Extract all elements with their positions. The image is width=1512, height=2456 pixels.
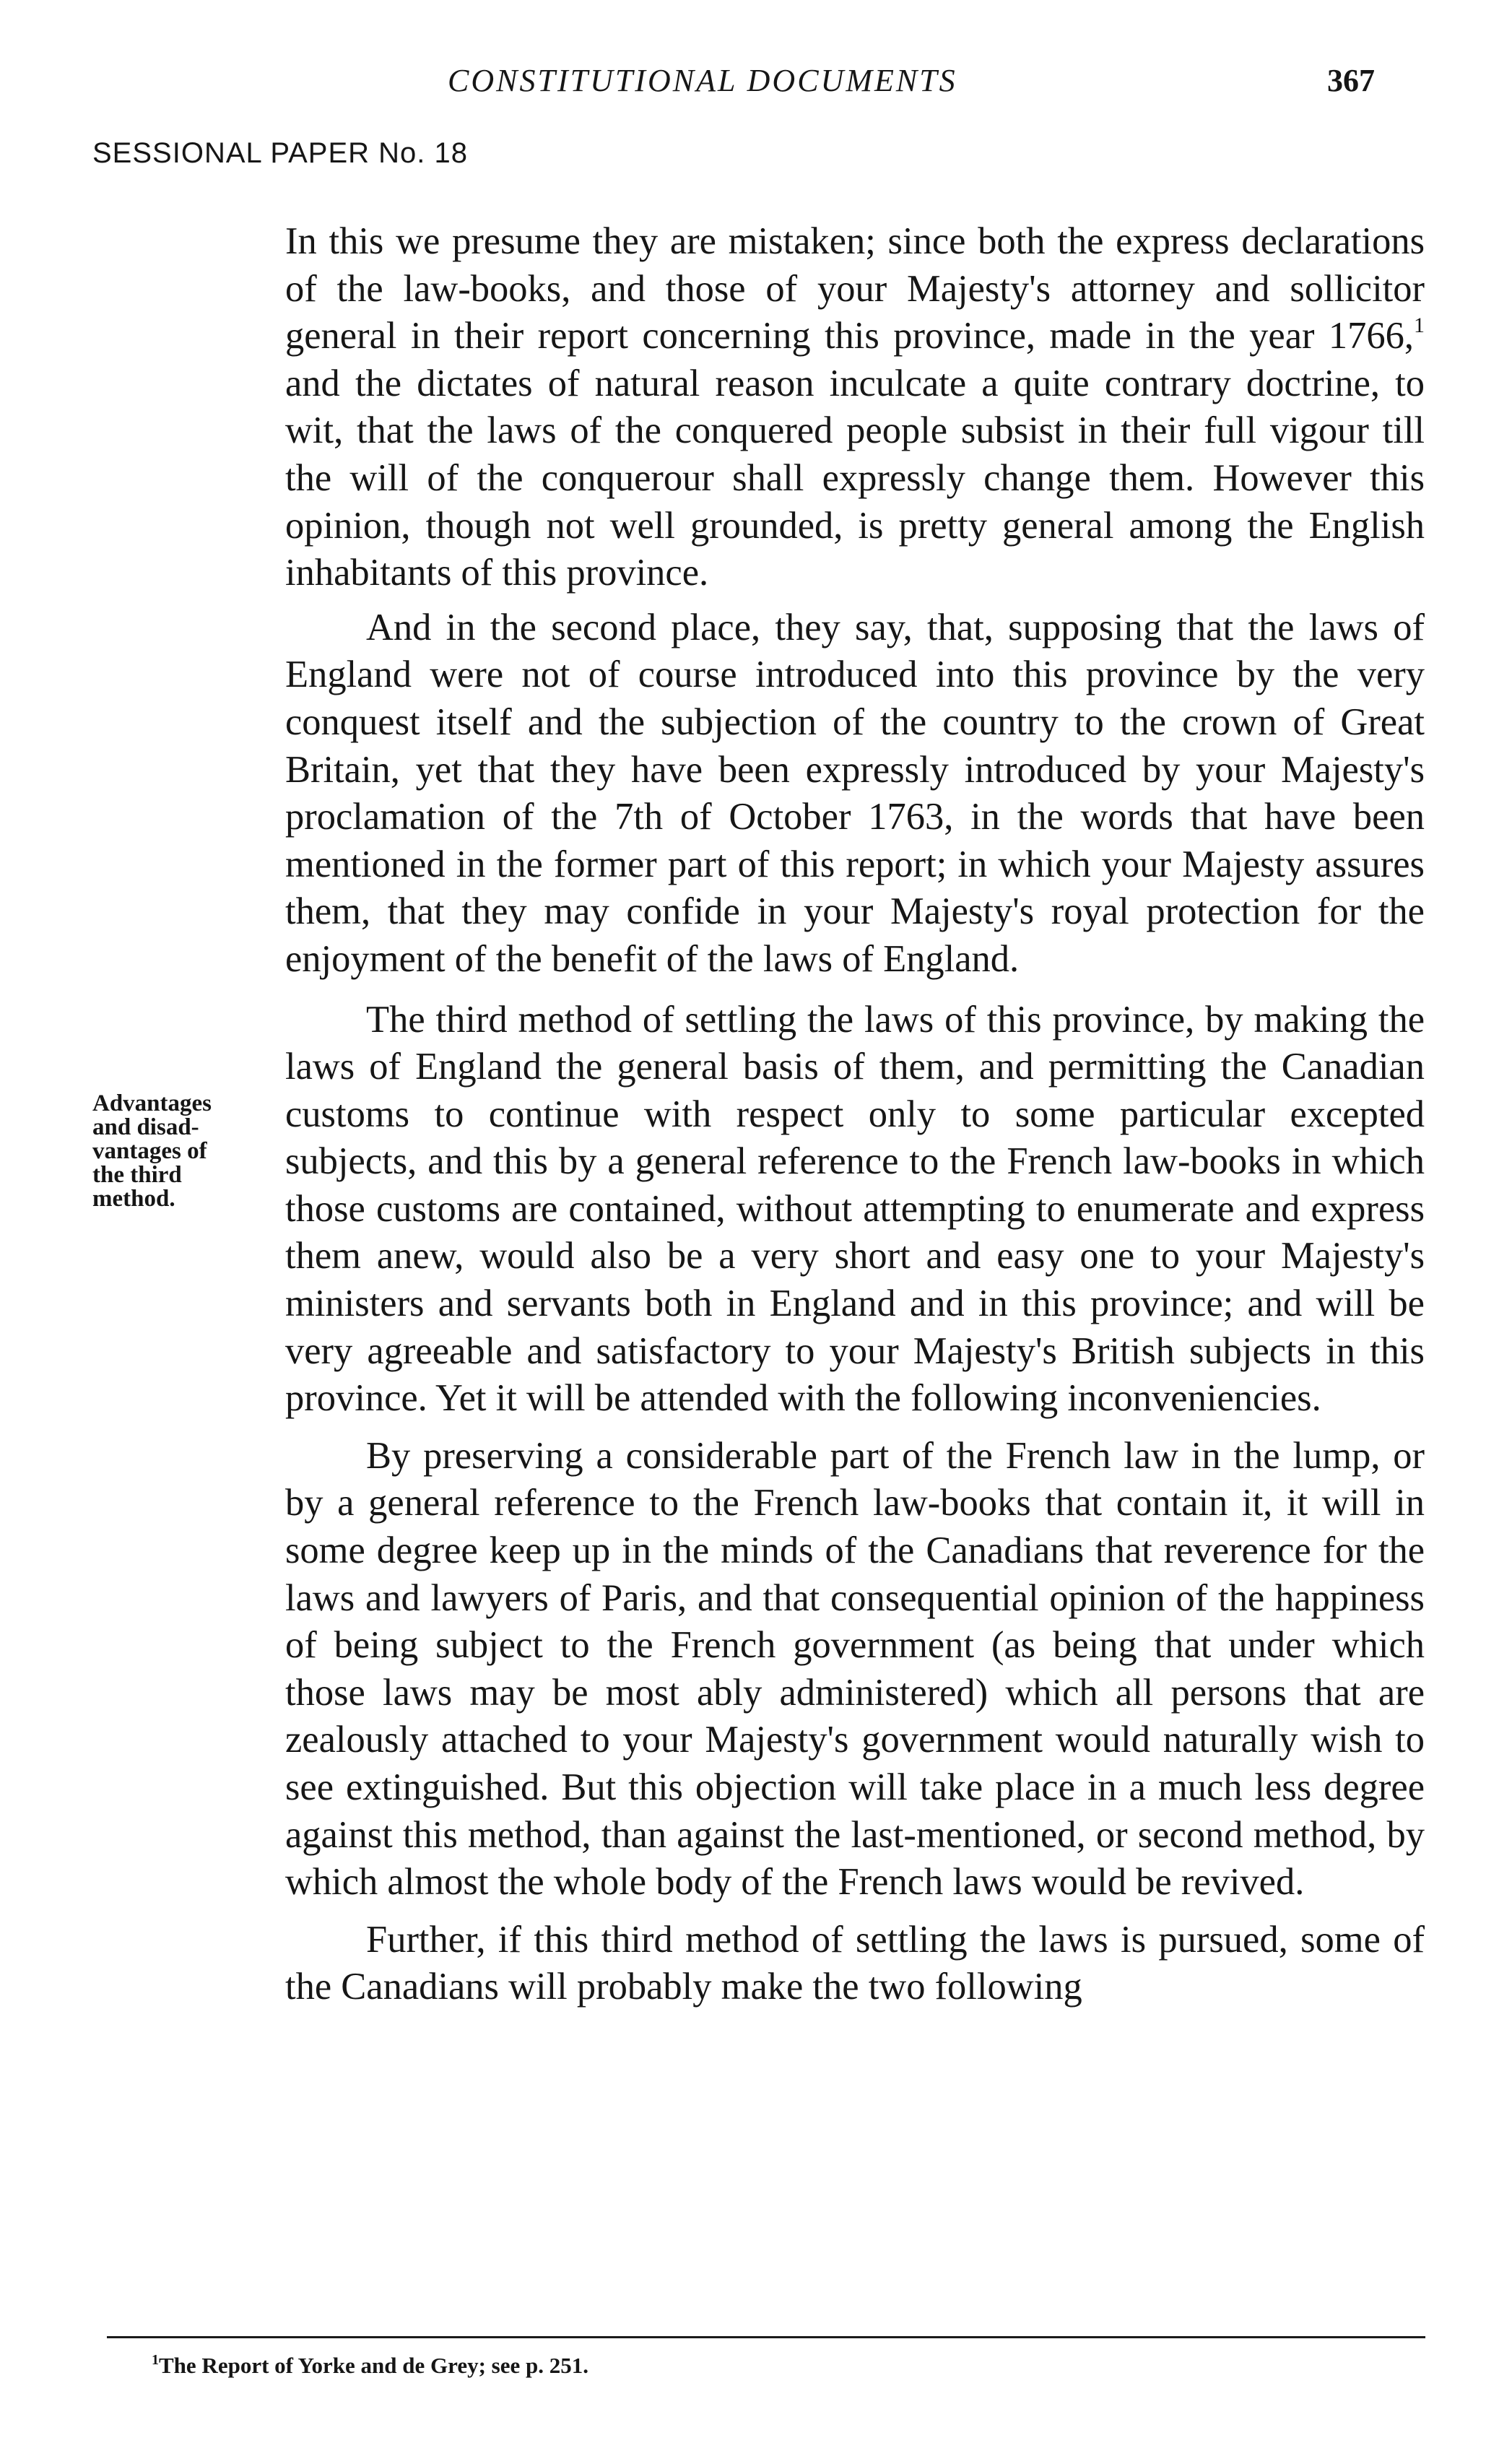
margin-note: [92, 1092, 273, 1211]
running-title: CONSTITUTIONAL DOCUMENTS: [448, 63, 957, 98]
sessional-paper-label: SESSIONAL PAPER No. 18: [92, 137, 468, 169]
margin-note-line: the third: [92, 1162, 182, 1188]
margin-note-line: Advantages: [92, 1090, 212, 1116]
margin-note-line: method.: [92, 1186, 175, 1212]
paragraph-1-text-cont: and the dictates of natural reason inculcate a quite contrary doctrine, to wit, that the laws of the conquered people subsist in their full vigour till the will of the conquerour shall expressly change them. However this opinion, though not well grounded, is pretty general among the English inhabitants of this province.: [285, 362, 1425, 594]
paragraph-1-text: In this we presume they are mistaken; since both the express declarations of the law-books, and those of your Majesty's attorney and sollicitor general in their report concerning this province, made in the year 1766,: [285, 220, 1425, 357]
footnote-reference: 1: [1414, 313, 1425, 338]
margin-note-line: and disad-: [92, 1114, 199, 1140]
footnote-text: The Report of Yorke and de Grey; see p. 251.: [159, 2353, 588, 2378]
paragraph-3: The third method of settling the laws of this province, by making the laws of England the general basis of them, and permitting the Canadian customs to continue with respect only to some particular excepted subjects, and this by a general reference to the French law-books in which those customs are contained, without attempting to enumerate and express them anew, would also be a very short and easy one to your Majesty's ministers and servants both in England and in this province; and will be very agreeable and satisfactory to your Majesty's British subjects in this province. Yet it will be attended with the following inconveniencies.: [285, 998, 1425, 1420]
paragraph-4: By preserving a considerable part of the French law in the lump, or by a general reference to the French law-books that contain it, it will in some degree keep up in the minds of the Canadians that reverence for the laws and lawyers of Paris, and that consequential opinion of the happiness of being subject to the French government (as being that under which those laws may be most ably administered) which all persons that are zealously attached to your Majesty's government would naturally wish to see extinguished. But this objection will take place in a much less degree against this method, than against the last-mentioned, or second method, by which almost the whole body of the French laws would be revived.: [285, 1434, 1425, 1904]
paragraph-1: [285, 218, 1425, 597]
body-text: [285, 218, 1425, 2011]
footnote-marker: 1: [152, 2352, 159, 2368]
footnote: [152, 2353, 588, 2379]
footnote-divider: [107, 2336, 1425, 2338]
page-number: 367: [1327, 63, 1375, 98]
paragraph-2: And in the second place, they say, that, supposing that the laws of England were not of course introduced into this province by the very conquest itself and the subjection of the country to the crown of Great Britain, yet that they have been expressly introduced by your Majesty's proclamation of the 7th of October 1763, in the words that have been mentioned in the former part of this report; in which your Majesty assures them, that they may confide in your Majesty's royal protection for the enjoyment of the benefit of the laws of England.: [285, 606, 1425, 980]
paragraph-5: Further, if this third method of settling the laws is pursued, some of the Canadians will probably make the two following: [285, 1918, 1425, 2008]
margin-note-line: vantages of: [92, 1138, 207, 1164]
